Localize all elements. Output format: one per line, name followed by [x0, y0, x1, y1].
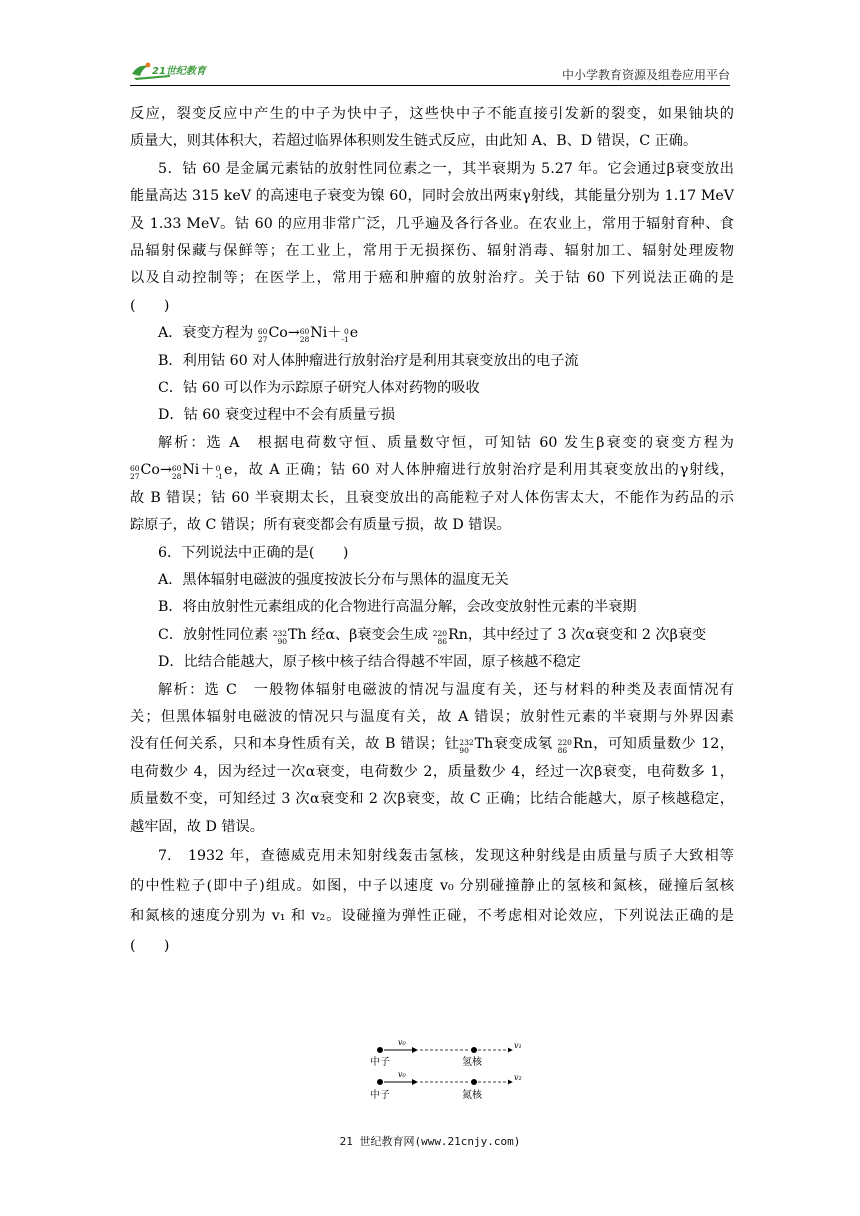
option-d: D．比结合能越大，原子核中核子结合得越不牢固，原子核越不稳定	[158, 654, 581, 671]
text-line: 7. 1932 年，查德威克用未知射线轰击氢核，发现这种射线是由质量与质子大致相等	[158, 847, 734, 864]
platform-name: 中小学教育资源及组卷应用平台	[561, 68, 730, 82]
v1-label: v₁	[514, 1041, 522, 1050]
text-line: 反应，裂变反应中产生的中子为快中子，这些快中子不能直接引发新的裂变，如果铀块的	[130, 106, 734, 122]
nuclide-e: 0 -1	[215, 464, 223, 482]
analysis-6: 解析：选 C 一般物体辐射电磁波的情况与温度有关，还与材料的种类及表面情况有	[158, 681, 734, 698]
text-line: 和氮核的速度分别为 v₁ 和 v₂。设碰撞为弹性正碰，不考虑相对论效应，下列说法正确的是	[130, 907, 734, 924]
v0-label-2: v₀	[398, 1070, 406, 1079]
option-d: D．钴 60 衰变过程中不会有质量亏损	[158, 407, 396, 424]
v2-label: v₂	[514, 1073, 522, 1082]
option-c: C．放射性同位素 232 90 Th 经α、β衰变会生成 220 86 Rn，其中经过了 3 次α衰变和 2 次β衰变	[158, 626, 707, 646]
option-text: Co→	[268, 325, 300, 342]
hydrogen-dot	[471, 1047, 477, 1053]
nuclide-rn: 220 86	[557, 738, 572, 756]
document-body	[130, 101, 734, 961]
collision-figure	[362, 1035, 542, 1105]
nuclide-th: 232 90	[459, 738, 474, 756]
nuclide-rn: 220 86	[432, 628, 448, 646]
option-text: Ni＋	[310, 325, 342, 342]
text-line: 品辐射保藏与保鲜等；在工业上，常用于无损探伤、辐射消毒、辐射加工、辐射处理废物	[130, 243, 734, 260]
neutron-label-1: 中子	[370, 1057, 390, 1068]
text-line: 以及自动控制等；在医学上，常用于癌和肿瘤的放射治疗。关于钴 60 下列说法正确的是	[130, 270, 734, 287]
svg-text:21世纪教育: 21世纪教育	[152, 66, 206, 77]
question-5: 5．钴 60 是金属元素钴的放射性同位素之一，其半衰期为 5.27 年。它会通过β衰变放出	[158, 160, 734, 177]
nuclide-co: 60 27	[257, 327, 268, 345]
nuclide-th: 232 90	[272, 628, 288, 646]
nitrogen-label: 氮核	[462, 1090, 482, 1101]
text-line: 能量高达 315 keV 的高速电子衰变为镍 60，同时会放出两束γ射线，其能量分别为 1.17 MeV	[130, 188, 734, 205]
page-footer: 21 世纪教育网(www.21cnjy.com)	[339, 1135, 521, 1148]
option-b: B．将由放射性元素组成的化合物进行高温分解，会改变放射性元素的半衰期	[158, 599, 637, 616]
nuclide-ni: 60 28	[299, 327, 310, 345]
text-line: 电荷数少 4，因为经过一次α衰变，电荷数少 2，质量数少 4，经过一次β衰变，电荷数多 1，	[130, 763, 734, 780]
text-line: 的中性粒子(即中子)组成。如图，中子以速度 v₀ 分别碰撞静止的氢核和氮核，碰撞后氢核	[130, 877, 734, 894]
analysis-5: 解析：选 A 根据电荷数守恒、质量数守恒，可知钴 60 发生β衰变的衰变方程为	[158, 434, 734, 451]
nuclide-e: 0 -1	[341, 327, 349, 345]
option-text: e	[349, 325, 359, 342]
text-line: 60 27 Co→ 60 28 Ni＋ 0 -1 e，故 A 正确；钴 60 对人体肿瘤进行放射治疗是利用其衰变放出的γ射线，	[130, 462, 735, 482]
text-line: 及 1.33 MeV。钴 60 的应用非常广泛，几乎遍及各行各业。在农业上，常用于辐射育种、食	[130, 215, 734, 232]
neutron-dot-1	[377, 1047, 383, 1053]
text-line: 质量数不变，可知经过 3 次α衰变和 2 次β衰变，故 C 正确；比结合能越大，原子核越稳定，	[130, 791, 734, 808]
text-line: 质量大，则其体积大，若超过临界体积则发生链式反应，由此知 A、B、D 错误，C 正确。	[130, 133, 698, 150]
question-7	[130, 841, 734, 961]
text-line: 踪原子，故 C 错误；所有衰变都会有质量亏损，故 D 错误。	[130, 517, 511, 534]
option-c: C．钴 60 可以作为示踪原子研究人体对药物的吸收	[158, 380, 480, 397]
nuclide-co: 60 27	[130, 464, 140, 482]
option-b: B．利用钴 60 对人体肿瘤进行放射治疗是利用其衰变放出的电子流	[158, 352, 579, 369]
logo	[130, 60, 226, 82]
option-text: A．衰变方程为	[158, 325, 258, 342]
nitrogen-dot	[471, 1079, 477, 1085]
option-a: A．黑体辐射电磁波的强度按波长分布与黑体的温度无关	[158, 571, 509, 588]
v0-label-1: v₀	[398, 1038, 406, 1047]
text-line: 越牢固，故 D 错误。	[130, 818, 264, 835]
text-line: 关；但黑体辐射电磁波的情况只与温度有关，故 A 错误；放射性元素的半衰期与外界因素	[130, 708, 734, 725]
question-6: 6．下列说法中正确的是( )	[158, 544, 349, 561]
answer-blank: ( )	[130, 937, 170, 954]
answer-blank: ( )	[130, 297, 170, 314]
page-header	[130, 58, 730, 86]
nuclide-ni: 60 28	[171, 464, 182, 482]
neutron-dot-2	[377, 1079, 383, 1085]
neutron-label-2: 中子	[370, 1090, 390, 1101]
text-line: 故 B 错误；钴 60 半衰期太长，且衰变放出的高能粒子对人体伤害太大，不能作为药品的示	[130, 489, 734, 506]
hydrogen-label: 氢核	[462, 1057, 482, 1068]
text-line: 没有任何关系，只和本身性质有关，故 B 错误；钍 232 90 Th衰变成氡 220 86 Rn，可知质量数少 12，	[130, 736, 734, 756]
option-a	[130, 320, 734, 347]
